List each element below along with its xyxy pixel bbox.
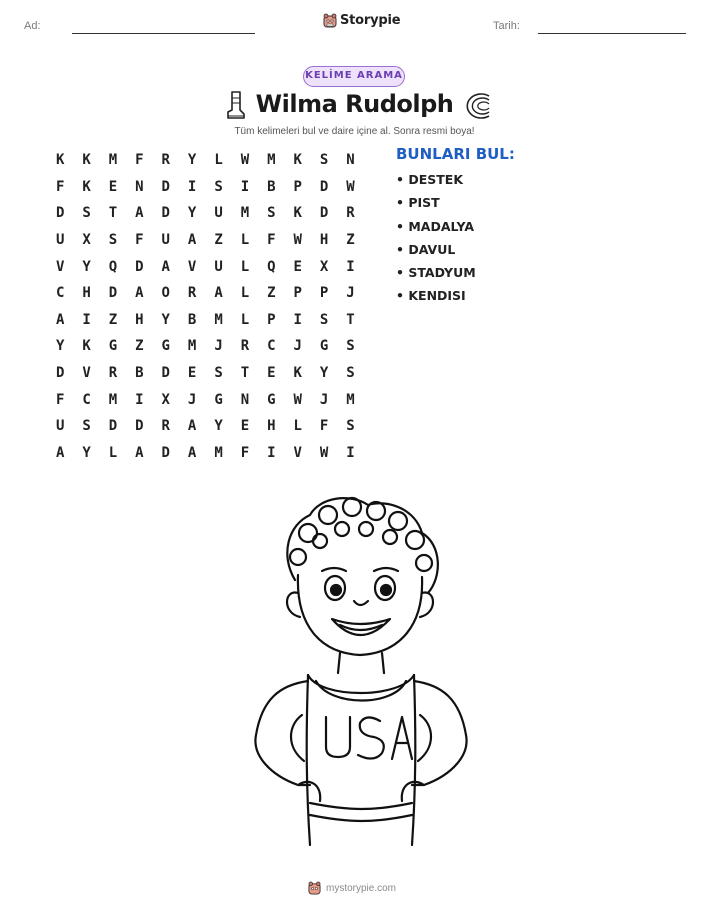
grid-letter[interactable]: L	[108, 444, 118, 461]
grid-letter[interactable]: Z	[135, 338, 144, 355]
running-track-icon	[459, 92, 491, 120]
grid-letter[interactable]: Y	[82, 444, 91, 461]
grid-letter[interactable]: A	[161, 258, 170, 275]
word-item: • KENDISI	[396, 288, 466, 304]
grid-letter[interactable]: F	[135, 152, 144, 169]
name-label: Ad:	[24, 20, 41, 32]
grid-letter[interactable]: M	[240, 205, 250, 222]
brand-logo	[323, 13, 400, 28]
grid-letter[interactable]: S	[214, 178, 223, 195]
grid-letter[interactable]: A	[187, 444, 197, 461]
grid-letter[interactable]: P	[293, 178, 302, 195]
footer	[308, 881, 396, 895]
coloring-illustration[interactable]	[210, 485, 500, 855]
grid-letter[interactable]: K	[293, 152, 302, 169]
grid-letter[interactable]: K	[82, 338, 91, 355]
page-title: Wilma Rudolph	[255, 90, 454, 118]
date-label: Tarih:	[493, 20, 520, 32]
grid-letter[interactable]: M	[214, 444, 223, 461]
grid-letter[interactable]: V	[187, 258, 197, 275]
grid-letter[interactable]: T	[346, 311, 355, 328]
grid-letter[interactable]: A	[187, 232, 197, 249]
grid-letter[interactable]: C	[82, 391, 91, 408]
grid-letter[interactable]: K	[82, 178, 91, 195]
grid-letter[interactable]: C	[55, 285, 65, 302]
grid-letter[interactable]: A	[135, 285, 144, 302]
grid-row	[47, 413, 364, 440]
grid-letter[interactable]: Y	[55, 338, 65, 355]
grid-letter[interactable]: R	[240, 338, 250, 355]
grid-letter[interactable]: S	[346, 365, 355, 382]
grid-letter[interactable]: K	[82, 152, 91, 169]
grid-letter[interactable]: Z	[267, 285, 276, 302]
grid-letter[interactable]: A	[55, 311, 65, 328]
grid-letter[interactable]: H	[82, 285, 91, 302]
word-item: • STADYUM	[396, 265, 476, 281]
grid-row	[47, 307, 364, 334]
grid-letter[interactable]: D	[161, 178, 170, 195]
grid-letter[interactable]: S	[346, 418, 355, 435]
grid-letter[interactable]: H	[319, 232, 329, 249]
grid-letter[interactable]: S	[319, 311, 329, 328]
grid-letter[interactable]: S	[82, 418, 91, 435]
grid-letter[interactable]: B	[187, 311, 197, 328]
instructions: Tüm kelimeleri bul ve daire içine al. Sonra resmi boya!	[234, 126, 475, 137]
grid-row	[47, 440, 364, 467]
grid-letter[interactable]: V	[55, 258, 65, 275]
grid-letter[interactable]: R	[108, 365, 118, 382]
word-bank-list	[396, 172, 476, 312]
grid-letter[interactable]: E	[293, 258, 302, 275]
grid-letter[interactable]: Z	[108, 311, 118, 328]
brand-name: Storypie	[340, 13, 401, 28]
grid-letter[interactable]: Q	[267, 258, 276, 275]
grid-letter[interactable]: I	[293, 311, 302, 328]
grid-letter[interactable]: M	[108, 391, 118, 408]
grid-letter[interactable]: A	[214, 285, 223, 302]
grid-letter[interactable]: Y	[161, 311, 170, 328]
grid-letter[interactable]: G	[161, 338, 170, 355]
grid-letter[interactable]: I	[346, 444, 355, 461]
grid-letter[interactable]: D	[108, 285, 118, 302]
category-badge: KELİME ARAMA	[303, 66, 405, 87]
word-item: • DAVUL	[396, 241, 456, 257]
grid-letter[interactable]: U	[214, 258, 223, 275]
grid-letter[interactable]: W	[293, 391, 302, 408]
storypie-mascot-icon	[308, 881, 321, 895]
grid-letter[interactable]: G	[267, 391, 276, 408]
grid-letter[interactable]: W	[293, 232, 302, 249]
grid-letter[interactable]: S	[319, 152, 329, 169]
grid-letter[interactable]: F	[267, 232, 276, 249]
grid-letter[interactable]: J	[319, 391, 329, 408]
grid-letter[interactable]: Y	[187, 152, 197, 169]
grid-row	[47, 174, 364, 201]
grid-letter[interactable]: R	[346, 205, 355, 222]
grid-letter[interactable]: P	[319, 285, 329, 302]
grid-letter[interactable]: D	[135, 418, 144, 435]
grid-letter[interactable]: D	[135, 258, 144, 275]
grid-letter[interactable]: D	[108, 418, 118, 435]
grid-letter[interactable]: I	[135, 391, 144, 408]
grid-letter[interactable]: G	[108, 338, 118, 355]
word-item: • PIST	[396, 195, 440, 211]
grid-letter[interactable]: F	[55, 391, 65, 408]
grid-letter[interactable]: Z	[214, 232, 223, 249]
grid-letter[interactable]: L	[240, 285, 250, 302]
grid-letter[interactable]: G	[214, 391, 223, 408]
grid-letter[interactable]: N	[346, 152, 355, 169]
grid-letter[interactable]: A	[135, 205, 144, 222]
grid-letter[interactable]: J	[187, 391, 197, 408]
grid-row	[47, 227, 364, 254]
grid-letter[interactable]: E	[240, 418, 250, 435]
word-item: • MADALYA	[396, 218, 475, 234]
grid-letter[interactable]: P	[267, 311, 276, 328]
grid-letter[interactable]: W	[240, 152, 250, 169]
grid-letter[interactable]: S	[82, 205, 91, 222]
grid-letter[interactable]: M	[214, 311, 223, 328]
grid-letter[interactable]: J	[293, 338, 302, 355]
grid-letter[interactable]: D	[161, 444, 170, 461]
grid-letter[interactable]: D	[161, 205, 170, 222]
grid-letter[interactable]: U	[214, 205, 223, 222]
grid-letter[interactable]: Y	[187, 205, 197, 222]
grid-letter[interactable]: P	[293, 285, 302, 302]
grid-letter[interactable]: T	[108, 205, 118, 222]
grid-letter[interactable]: D	[319, 205, 329, 222]
grid-letter[interactable]: M	[267, 152, 276, 169]
grid-letter[interactable]: X	[319, 258, 329, 275]
grid-letter[interactable]: G	[319, 338, 329, 355]
grid-letter[interactable]: U	[55, 418, 65, 435]
grid-row	[47, 200, 364, 227]
grid-letter[interactable]: W	[346, 178, 355, 195]
grid-letter[interactable]: X	[161, 391, 170, 408]
grid-letter[interactable]: B	[267, 178, 276, 195]
grid-letter[interactable]: V	[82, 365, 91, 382]
grid-letter[interactable]: J	[346, 285, 355, 302]
grid-letter[interactable]: D	[55, 205, 65, 222]
footer-url[interactable]: mystorypie.com	[326, 882, 397, 894]
grid-letter[interactable]: K	[293, 205, 302, 222]
grid-letter[interactable]: D	[161, 365, 170, 382]
grid-letter[interactable]: Z	[346, 232, 355, 249]
grid-letter[interactable]: Y	[82, 258, 91, 275]
grid-letter[interactable]: C	[267, 338, 276, 355]
grid-letter[interactable]: H	[135, 311, 144, 328]
grid-row	[47, 147, 364, 174]
grid-letter[interactable]: I	[267, 444, 276, 461]
grid-letter[interactable]: E	[267, 365, 276, 382]
grid-row	[47, 360, 364, 387]
grid-row	[47, 253, 364, 280]
grid-letter[interactable]: F	[55, 178, 65, 195]
grid-letter[interactable]: A	[187, 418, 197, 435]
grid-letter[interactable]: F	[319, 418, 329, 435]
grid-letter[interactable]: V	[293, 444, 302, 461]
grid-letter[interactable]: W	[319, 444, 329, 461]
grid-row	[47, 386, 364, 413]
grid-letter[interactable]: R	[187, 285, 197, 302]
grid-letter[interactable]: I	[346, 258, 355, 275]
grid-letter[interactable]: R	[161, 152, 170, 169]
grid-letter[interactable]: O	[161, 285, 170, 302]
grid-letter[interactable]: X	[82, 232, 91, 249]
grid-letter[interactable]: L	[240, 232, 250, 249]
grid-letter[interactable]: E	[187, 365, 197, 382]
grid-letter[interactable]: N	[240, 391, 250, 408]
grid-letter[interactable]: A	[55, 444, 65, 461]
grid-letter[interactable]: S	[346, 338, 355, 355]
grid-letter[interactable]: Q	[108, 258, 118, 275]
grid-letter[interactable]: A	[135, 444, 144, 461]
grid-letter[interactable]: I	[240, 178, 250, 195]
grid-letter[interactable]: T	[240, 365, 250, 382]
grid-letter[interactable]: U	[161, 232, 170, 249]
grid-letter[interactable]: H	[267, 418, 276, 435]
grid-letter[interactable]: F	[240, 444, 250, 461]
grid-letter[interactable]: M	[187, 338, 197, 355]
grid-letter[interactable]: N	[135, 178, 144, 195]
word-bank-title: BUNLARI BUL:	[396, 145, 515, 163]
grid-letter[interactable]: K	[293, 365, 302, 382]
grid-letter[interactable]: F	[135, 232, 144, 249]
grid-letter[interactable]: L	[240, 258, 250, 275]
grid-letter[interactable]: Y	[319, 365, 329, 382]
word-search-grid[interactable]	[47, 147, 364, 466]
grid-letter[interactable]: D	[55, 365, 65, 382]
grid-letter[interactable]: U	[55, 232, 65, 249]
word-item: • DESTEK	[396, 172, 464, 187]
grid-letter[interactable]: K	[55, 152, 65, 169]
grid-letter[interactable]: I	[82, 311, 91, 328]
grid-letter[interactable]: M	[346, 391, 355, 408]
grid-letter[interactable]: Y	[214, 418, 223, 435]
grid-letter[interactable]: L	[214, 152, 223, 169]
grid-letter[interactable]: D	[319, 178, 329, 195]
grid-letter[interactable]: L	[240, 311, 250, 328]
grid-letter[interactable]: S	[214, 365, 223, 382]
grid-letter[interactable]: L	[293, 418, 302, 435]
grid-row	[47, 280, 364, 307]
grid-letter[interactable]: S	[267, 205, 276, 222]
storypie-mascot-icon	[323, 13, 337, 28]
grid-letter[interactable]: R	[161, 418, 170, 435]
grid-row	[47, 333, 364, 360]
grid-letter[interactable]: E	[108, 178, 118, 195]
grid-letter[interactable]: M	[108, 152, 118, 169]
name-line[interactable]	[72, 33, 255, 34]
grid-letter[interactable]: J	[214, 338, 223, 355]
date-line[interactable]	[538, 33, 686, 34]
grid-letter[interactable]: S	[108, 232, 118, 249]
grid-letter[interactable]: I	[187, 178, 197, 195]
grid-letter[interactable]: B	[135, 365, 144, 382]
